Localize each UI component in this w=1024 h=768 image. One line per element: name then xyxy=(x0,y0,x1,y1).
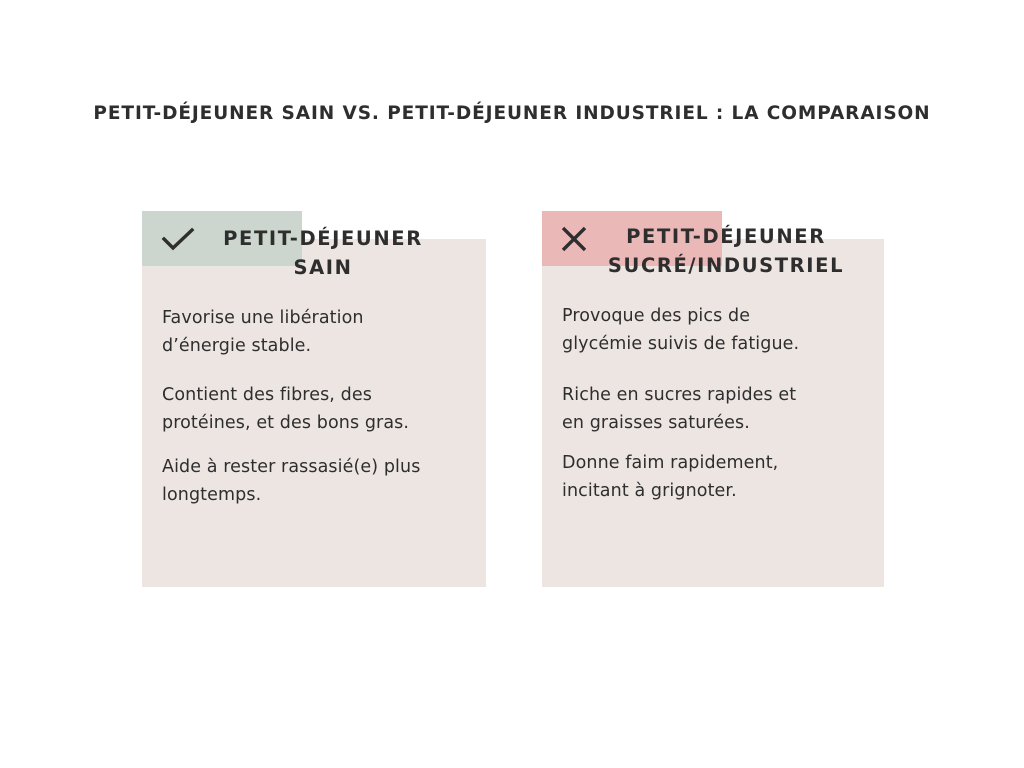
checkmark-icon xyxy=(161,222,195,256)
healthy-point-2-line1: Contient des fibres, des xyxy=(162,385,372,405)
healthy-point-1-line1: Favorise une libération xyxy=(162,308,364,328)
healthy-point-2 xyxy=(162,381,409,437)
healthy-heading-line2: SAIN xyxy=(293,256,353,279)
healthy-point-3-line2: longtemps. xyxy=(162,485,262,505)
industrial-point-2-line2: en graisses saturées. xyxy=(562,413,750,433)
healthy-point-3-line1: Aide à rester rassasié(e) plus xyxy=(162,457,421,477)
industrial-point-1 xyxy=(562,302,799,358)
industrial-heading-line1: PETIT-DÉJEUNER xyxy=(626,225,826,248)
industrial-point-1-line2: glycémie suivis de fatigue. xyxy=(562,334,800,354)
healthy-point-1 xyxy=(162,304,364,360)
healthy-point-2-line2: protéines, et des bons gras. xyxy=(162,413,410,433)
healthy-point-1-line2: d’énergie stable. xyxy=(162,336,312,356)
industrial-point-2-line1: Riche en sucres rapides et xyxy=(562,385,797,405)
industrial-heading-line2: SUCRÉ/INDUSTRIEL xyxy=(607,254,845,277)
industrial-point-2 xyxy=(562,381,796,437)
healthy-heading-line1: PETIT-DÉJEUNER xyxy=(223,227,423,250)
cross-icon xyxy=(557,222,591,256)
industrial-heading xyxy=(596,222,856,280)
healthy-point-3 xyxy=(162,453,420,509)
industrial-point-3-line1: Donne faim rapidement, xyxy=(562,453,779,473)
industrial-point-3-line2: incitant à grignoter. xyxy=(562,481,737,501)
page-title: PETIT-DÉJEUNER SAIN VS. PETIT-DÉJEUNER INDUSTRIEL : LA COMPARAISON xyxy=(93,103,931,124)
healthy-heading xyxy=(213,224,433,282)
industrial-point-1-line1: Provoque des pics de xyxy=(562,306,751,326)
industrial-point-3 xyxy=(562,449,778,505)
